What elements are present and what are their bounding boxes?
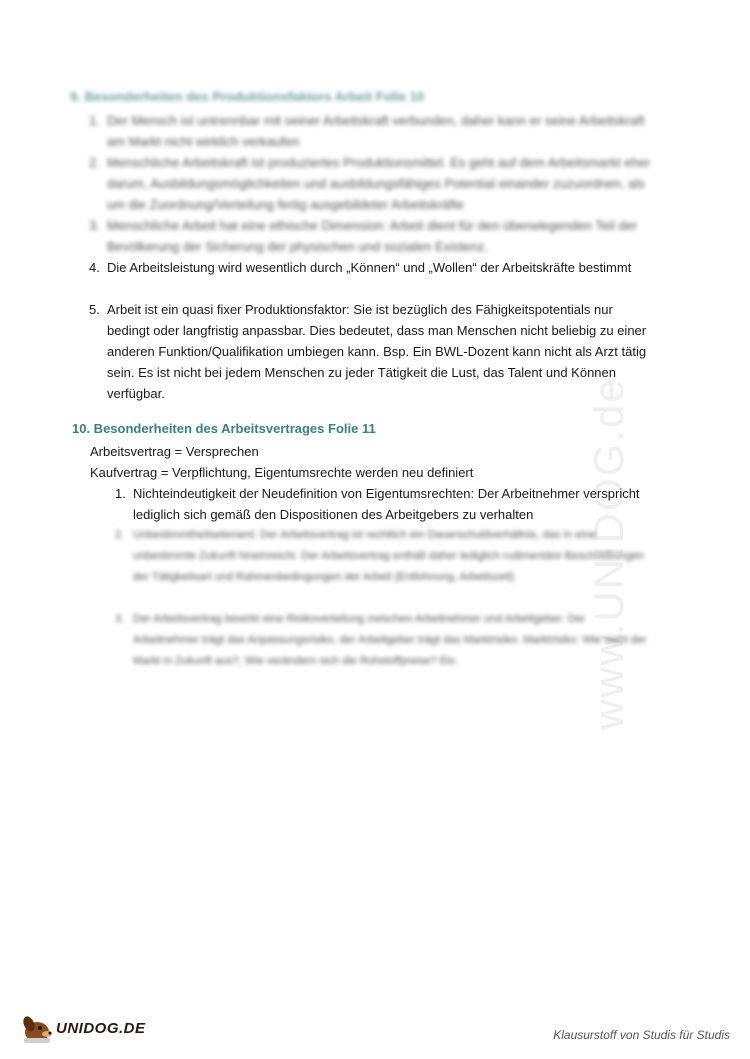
list-number: 1. xyxy=(115,486,126,501)
section-10-line-2: Kaufvertrag = Verpflichtung, Eigentumsrechte werden neu definiert xyxy=(90,465,474,480)
list-number: 3. xyxy=(89,218,100,233)
list-text: Unbestimmtheitselement: Der Arbeitsvertrag ist rechtlich ein Dauerschuldverhältnis, das in eine unbestimmte Zukunft hineinreicht. Der Arbeitsvertrag enthält daher lediglich rudimentäre Beschreibungen der Tätigkeitsart und Rahmenbedingungen der Arbeit (Entlohnung, Arbeitszeit) xyxy=(133,529,645,583)
list-number: 2. xyxy=(115,529,125,541)
section-10-list xyxy=(115,483,653,693)
logo-text: UNIDOG.DE xyxy=(56,1020,146,1037)
list-number: 4. xyxy=(89,260,100,275)
list-number: 5. xyxy=(89,302,100,317)
list-number: 1. xyxy=(89,113,100,128)
footer-tagline: Klausurstoff von Studis für Studis xyxy=(553,1028,730,1042)
list-text: Der Arbeitsvertrag bewirkt eine Risikoverteilung zwischen Arbeitnehmer und Arbeitgeber: Der Arbeitnehmer trägt das Anpassungsrisiko, der Arbeitgeber trägt das Marktrisiko. Marktrisiko: Wie sieht der Markt in Zukunft aus?, Wie verändern sich die Rohstoffpreise? Etc. xyxy=(133,613,647,667)
list-number: 3. xyxy=(115,613,125,625)
list-item xyxy=(89,215,657,257)
dog-icon xyxy=(20,1012,56,1046)
list-text: Menschliche Arbeit hat eine ethische Dimension: Arbeit dient für den überwiegenden Teil der Bevölkerung der Sicherung der physischen und sozialen Existenz. xyxy=(107,218,638,254)
list-item xyxy=(115,609,653,693)
list-text: Menschliche Arbeitskraft ist produziertes Produktionsmittel. Es geht auf dem Arbeitsmarkt eher darum, Ausbildungsmöglichkeiten und ausbildungsfähiges Potential einander zuzuordnen, als um die Zuordnung/Verteilung fertig ausgebildeter Arbeitskräfte xyxy=(107,155,651,212)
list-item xyxy=(89,110,657,152)
list-item xyxy=(89,257,657,299)
list-text: Der Mensch ist untrennbar mit seiner Arbeitskraft verbunden, daher kann er seine Arbeitskraft am Markt nicht wirklich verkaufen xyxy=(107,113,645,149)
list-text: Arbeit ist ein quasi fixer Produktionsfaktor: Sie ist bezüglich des Fähigkeitspotentials nur bedingt oder langfristig anpassbar. Dies bedeutet, dass man Menschen nicht beliebig zu einer anderen Funktion/Qualifikation umbiegen kann. Bsp. Ein BWL-Dozent kann nicht als Arzt tätig sein. Es ist nicht bei jedem Menschen zu jeder Tätigkeit die Lust, das Talent und Können verfügbar. xyxy=(107,302,647,401)
section-9-heading: 9. Besonderheiten des Produktionsfaktors Arbeit Folie 10 xyxy=(70,89,425,104)
list-item xyxy=(89,152,657,215)
list-text: Nichteindeutigkeit der Neudefinition von Eigentumsrechten: Der Arbeitnehmer verspricht lediglich sich gemäß den Dispositionen des Arbeitgebers zu verhalten xyxy=(133,486,640,522)
section-10-line-1: Arbeitsvertrag = Versprechen xyxy=(90,444,259,459)
list-item xyxy=(115,483,653,525)
section-9-list xyxy=(89,110,657,404)
list-item xyxy=(89,299,657,404)
list-item xyxy=(115,525,653,609)
section-10-heading: 10. Besonderheiten des Arbeitsvertrages Folie 11 xyxy=(72,421,376,436)
list-number: 2. xyxy=(89,155,100,170)
list-text: Die Arbeitsleistung wird wesentlich durch „Können“ und „Wollen“ der Arbeitskräfte bestimmt xyxy=(107,260,632,275)
unidog-logo xyxy=(20,1012,150,1046)
watermark: www.UNIDOG.de xyxy=(585,377,632,730)
